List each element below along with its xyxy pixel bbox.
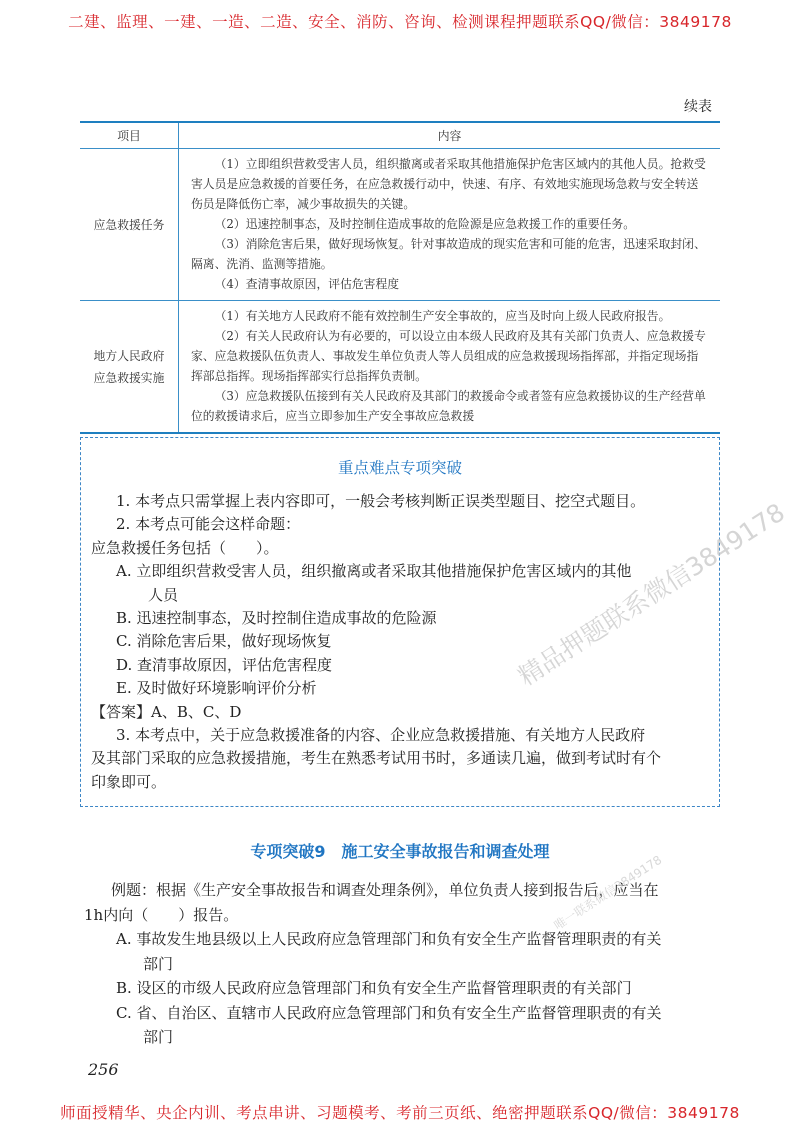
content-paragraph: （1）立即组织营救受害人员，组织撤离或者采取其他措施保护危害区域内的其他人员。抢救受害人员是应急救援的首要任务，在应急救援行动中，快速、有序、有效地实施现场急救与安全转送伤员是降低伤亡率，减少事故损失的关键。 <box>191 157 706 211</box>
row-content <box>179 301 721 434</box>
example-option-cont: 部门 <box>143 1028 174 1046</box>
box-line: 1. 本考点只需掌握上表内容即可，一般会考核判断正误类型题目、挖空式题目。 <box>116 492 646 510</box>
box-answer: 【答案】A、B、C、D <box>91 702 242 721</box>
table-row <box>80 149 720 301</box>
box-option: D. 查清事故原因，评估危害程度 <box>116 655 333 674</box>
content-paragraph: （3）消除危害后果，做好现场恢复。针对事故造成的现实危害和可能的危害，迅速采取封闭、隔离、洗消、监测等措施。 <box>191 237 706 271</box>
top-promo-banner: 二建、监理、一建、一造、二造、安全、消防、咨询、检测课程押题联系QQ/微信：3849178 <box>68 13 732 31</box>
box-line: 2. 本考点可能会这样命题： <box>116 515 301 534</box>
page-number: 256 <box>88 1060 119 1079</box>
box-line: 印象即可。 <box>91 772 167 791</box>
content-paragraph: （2）有关人民政府认为有必要的，可以设立由本级人民政府及其有关部门负责人、应急救援专家、应急救援队伍负责人、事故发生单位负责人等人员组成的应急救援现场指挥部，并指定现场指挥部总指挥。现场指挥部实行总指挥负责制。 <box>191 329 706 383</box>
box-line: 应急救援任务包括（ ）。 <box>91 538 279 557</box>
example-option: C. 省、自治区、直辖市人民政府应急管理部门和负有安全生产监督管理职责的有关 <box>116 1003 662 1022</box>
content-paragraph: （1）有关地方人民政府不能有效控制生产安全事故的，应当及时向上级人民政府报告。 <box>214 309 671 323</box>
bottom-promo-banner: 师面授精华、央企内训、考点串讲、习题模考、考前三页纸、绝密押题联系QQ/微信：3849178 <box>60 1104 740 1122</box>
header-item: 项目 <box>80 122 179 149</box>
row-item-line: 地方人民政府 <box>93 348 165 363</box>
table-header-row <box>80 122 720 149</box>
box-line: 3. 本考点中，关于应急救援准备的内容、企业应急救援措施、有关地方人民政府 <box>116 726 646 745</box>
example-line: 1h内向（ ）报告。 <box>84 905 239 924</box>
section-title: 专项突破9 施工安全事故报告和调查处理 <box>250 842 550 861</box>
table-row <box>80 301 720 434</box>
box-option: C. 消除危害后果，做好现场恢复 <box>116 632 332 651</box>
watermark-small: 唯一联系微信3849178 <box>551 852 665 933</box>
example-line: 例题：根据《生产安全事故报告和调查处理条例》，单位负责人接到报告后，应当在 <box>111 881 659 899</box>
continued-table-label: 续表 <box>684 99 712 115</box>
box-option: B. 迅速控制事态，及时控制住造成事故的危险源 <box>116 609 437 628</box>
row-item-line: 应急救援实施 <box>93 370 165 385</box>
row-item-emergency-tasks: 应急救援任务 <box>80 149 179 301</box>
content-table <box>80 121 720 434</box>
example-option: B. 设区的市级人民政府应急管理部门和负有安全生产监督管理职责的有关部门 <box>116 979 632 997</box>
example-option-cont: 部门 <box>143 954 174 973</box>
content-paragraph: （3）应急救援队伍接到有关人民政府及其部门的救援命令或者签有应急救援协议的生产经营单位的救援请求后，应当立即参加生产安全事故应急救援 <box>191 389 706 423</box>
example-option: A. 事故发生地县级以上人民政府应急管理部门和负有安全生产监督管理职责的有关 <box>116 930 662 948</box>
watermark-large: 精品押题联系微信3849178 <box>512 497 790 692</box>
content-paragraph: （2）迅速控制事态，及时控制住造成事故的危险源是应急救援工作的重要任务。 <box>214 217 635 231</box>
example-question <box>84 878 720 1050</box>
box-option: E. 及时做好环境影响评价分析 <box>116 679 317 698</box>
row-content <box>179 149 721 301</box>
box-option-cont: 人员 <box>148 585 179 604</box>
header-content: 内容 <box>179 122 721 149</box>
box-body <box>91 490 709 794</box>
content-paragraph: （4）查清事故原因，评估危害程度 <box>214 277 400 291</box>
box-option: A. 立即组织营救受害人员，组织撤离或者采取其他措施保护危害区域内的其他 <box>116 562 632 581</box>
box-title: 重点难点专项突破 <box>337 459 462 477</box>
row-item-local-government <box>80 301 179 434</box>
box-line: 及其部门采取的应急救援措施，考生在熟悉考试用书时，多通读几遍，做到考试时有个 <box>91 749 662 768</box>
